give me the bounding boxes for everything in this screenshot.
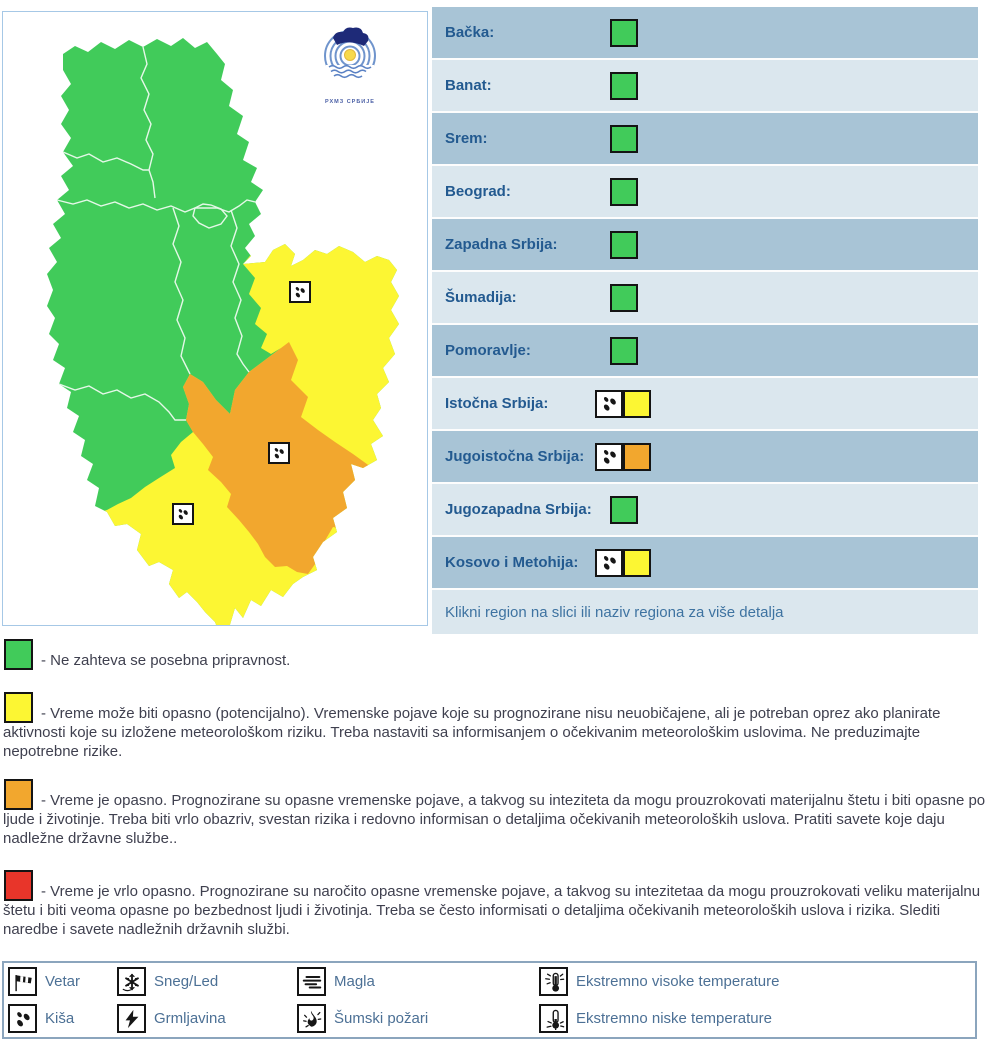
legend-yellow: [3, 692, 995, 761]
legend-yellow-text: - Vreme može biti opasno (potencijalno). Vremenske pojave koje su prognozirane nisu neuobičajene, ali je potreban oprez ako planirate aktivnosti koje su izložene meteorološkom riziku. Treba nastaviti sa informisanjem o očekivanim meteorološkim uslovima. Ne preduzimajte nepotrebne rizike.: [3, 705, 941, 760]
phenomenon-snow-ice: Sneg/Led: [117, 967, 297, 996]
legend-red: [3, 870, 995, 939]
phenomenon-extreme-low-temp: Ekstremno niske temperature: [539, 1004, 975, 1033]
warning-level-swatch: [610, 496, 638, 524]
warning-level-swatch: [610, 337, 638, 365]
legend-green: [3, 639, 995, 670]
legend-green-text: - Ne zahteva se posebna pripravnost.: [41, 652, 291, 669]
region-row-backa[interactable]: [432, 7, 978, 60]
region-label[interactable]: Kosovo i Metohija:: [445, 554, 579, 571]
rain-icon: [595, 549, 623, 577]
region-row-kosovo-i-metohija[interactable]: [432, 537, 978, 590]
region-row-banat[interactable]: [432, 60, 978, 113]
green-swatch: [4, 639, 33, 670]
region-row-beograd[interactable]: [432, 166, 978, 219]
rain-icon: [8, 1004, 37, 1033]
region-label[interactable]: Jugoistočna Srbija:: [445, 448, 585, 465]
region-row-istocna-srbija[interactable]: [432, 378, 978, 431]
phenomenon-wind: Vetar: [8, 967, 117, 996]
phenomenon-thunder: Grmljavina: [117, 1004, 297, 1033]
region-row-sumadija[interactable]: [432, 272, 978, 325]
region-label[interactable]: Beograd:: [445, 183, 511, 200]
extreme-high-temp-icon: [539, 967, 568, 996]
phenomenon-fog: Magla: [297, 967, 539, 996]
warning-level-swatch: [610, 178, 638, 206]
region-row-srem[interactable]: [432, 113, 978, 166]
warning-level-swatch: [610, 72, 638, 100]
region-label[interactable]: Jugozapadna Srbija:: [445, 501, 592, 518]
serbia-map: [2, 11, 428, 626]
phenomena-row: [4, 963, 975, 1000]
snow-ice-icon: [117, 967, 146, 996]
region-label[interactable]: Srem:: [445, 130, 488, 147]
rain-icon: [268, 442, 290, 464]
region-row-jugozapadna-srbija[interactable]: [432, 484, 978, 537]
warning-level-swatch: [610, 19, 638, 47]
region-row-pomoravlje[interactable]: [432, 325, 978, 378]
rain-icon: [289, 281, 311, 303]
extreme-low-temp-icon: [539, 1004, 568, 1033]
red-swatch: [4, 870, 33, 901]
phenomenon-extreme-high-temp: Ekstremno visoke temperature: [539, 967, 975, 996]
yellow-swatch: [4, 692, 33, 723]
wind-icon: [8, 967, 37, 996]
region-row-jugoistocna-srbija[interactable]: [432, 431, 978, 484]
warning-level-swatch: [610, 284, 638, 312]
phenomenon-forest-fire: Šumski požari: [297, 1004, 539, 1033]
legend-red-text: - Vreme je vrlo opasno. Prognozirane su naročito opasne vremenske pojave, a takvog su intezitetaa da mogu prouzrokovati veliku materijalnu štetu i biti veoma opasne po bezbednost ljudi i životinja. Treba se često informisati o detaljima očekivanih meteoroloških uslova i rizika. Slediti naredbe i savete nadležnih državnih službi.: [3, 883, 981, 938]
region-row-zapadna-srbija[interactable]: [432, 219, 978, 272]
warning-level-swatch: [610, 231, 638, 259]
phenomena-legend-table: [2, 961, 977, 1039]
rain-icon: [595, 390, 623, 418]
region-label[interactable]: Zapadna Srbija:: [445, 236, 558, 253]
region-list-hint: Klikni region na slici ili naziv regiona za više detalja: [432, 590, 978, 634]
phenomena-row: [4, 1000, 975, 1037]
rhmz-logo: [317, 24, 383, 104]
region-label[interactable]: Bačka:: [445, 24, 495, 41]
rain-icon: [595, 443, 623, 471]
phenomenon-rain: Kiša: [8, 1004, 117, 1033]
region-warning-list: [432, 7, 978, 634]
region-label[interactable]: Banat:: [445, 77, 492, 94]
fog-icon: [297, 967, 326, 996]
warning-level-swatch: [623, 549, 651, 577]
warning-level-swatch: [610, 125, 638, 153]
orange-swatch: [4, 779, 33, 810]
thunder-icon: [117, 1004, 146, 1033]
warning-level-swatch: [623, 443, 651, 471]
rain-icon: [172, 503, 194, 525]
forest-fire-icon: [297, 1004, 326, 1033]
region-label[interactable]: Šumadija:: [445, 289, 517, 306]
rhmz-logo-text: РХМЗ СРБИЈЕ: [325, 99, 375, 105]
region-label[interactable]: Pomoravlje:: [445, 342, 531, 359]
warning-level-swatch: [623, 390, 651, 418]
legend-orange: [3, 779, 995, 848]
region-label[interactable]: Istočna Srbija:: [445, 395, 549, 412]
legend-orange-text: - Vreme je opasno. Prognozirane su opasne vremenske pojave, a takvog su inteziteta da mogu prouzrokovati materijalnu štetu i biti opasne po ljude i životinje. Treba biti vrlo obazriv, svestan rizika i redovno informisan o detaljima očekivanih meteoroloških uslova. Pratiti savete koje daju nadležne državne službe..: [3, 792, 986, 847]
